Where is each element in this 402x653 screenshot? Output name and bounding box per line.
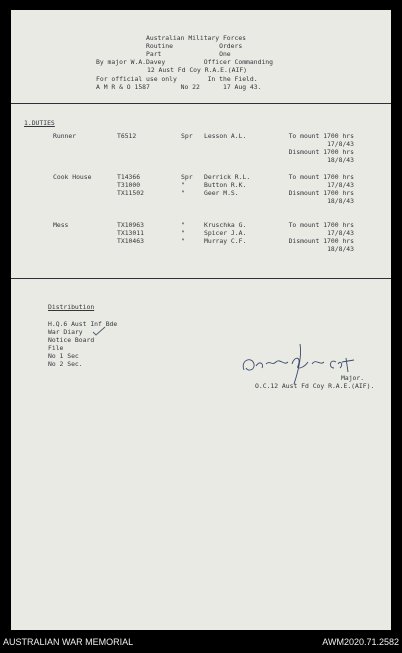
header-line-5: 12 Aust Fd Coy R.A.E.(AIF) <box>147 66 248 74</box>
distribution-title: Distribution <box>48 303 95 311</box>
header-line-1: Australian Military Forces <box>146 34 247 42</box>
service-number: T31000 <box>117 181 141 189</box>
rank: " <box>181 237 185 245</box>
service-number: TX10463 <box>117 237 144 245</box>
distribution-item: H.Q.6 Aust Inf Bde <box>48 320 118 328</box>
mount-time: 18/8/43 <box>327 197 354 205</box>
service-number: TX11502 <box>117 189 144 197</box>
tick-mark-icon <box>91 326 107 336</box>
soldier-name: Kruschka G. <box>204 221 247 229</box>
footer-bar <box>0 634 402 653</box>
soldier-name: Lesson A.L. <box>204 132 247 140</box>
mount-time: 18/8/43 <box>327 156 354 164</box>
document-page <box>11 10 391 630</box>
duty-name: Mess <box>53 221 69 229</box>
mount-time: 17/8/43 <box>327 229 354 237</box>
rank: " <box>181 189 185 197</box>
footer-right: AWM2020.71.2582 <box>322 637 399 647</box>
distribution-item: No 1 Sec <box>48 352 79 360</box>
soldier-name: Murray C.F. <box>204 237 247 245</box>
section-title: 1.DUTIES <box>24 119 55 127</box>
rank: Spr <box>181 132 193 140</box>
signature-unit: O.C.12 Aust Fd Coy R.A.E.(AIF). <box>255 382 375 390</box>
mount-time: 18/8/43 <box>327 245 354 253</box>
service-number: T6512 <box>117 132 137 140</box>
header-line-6: For official use only In the Field. <box>96 75 258 83</box>
mount-time: To mount 1700 hrs <box>288 221 354 229</box>
header-line-2: Routine Orders <box>146 42 243 50</box>
header-line-7: A M R & O 1587 No 22 17 Aug 43. <box>96 83 262 91</box>
bottom-divider <box>11 278 391 279</box>
signature-rank: Major. <box>341 374 365 382</box>
distribution-item: War Diary <box>48 328 83 336</box>
top-divider <box>11 103 391 104</box>
soldier-name: Button R.K. <box>204 181 247 189</box>
mount-time: Dismount 1700 hrs <box>288 148 354 156</box>
soldier-name: Geer M.S. <box>204 189 239 197</box>
service-number: TX13011 <box>117 229 144 237</box>
soldier-name: Derrick R.L. <box>204 173 251 181</box>
footer-left: AUSTRALIAN WAR MEMORIAL <box>3 637 134 647</box>
header-line-3: Part One <box>146 50 231 58</box>
mount-time: Dismount 1700 hrs <box>288 189 354 197</box>
mount-time: To mount 1700 hrs <box>288 173 354 181</box>
mount-time: Dismount 1700 hrs <box>288 237 354 245</box>
mount-time: 17/8/43 <box>327 181 354 189</box>
distribution-item: File <box>48 344 64 352</box>
duty-name: Runner <box>53 132 77 140</box>
mount-time: 17/8/43 <box>327 140 354 148</box>
rank: " <box>181 229 185 237</box>
mount-time: To mount 1700 hrs <box>288 132 354 140</box>
distribution-item: Notice Board <box>48 336 95 344</box>
service-number: TX10963 <box>117 221 144 229</box>
rank: Spr <box>181 173 193 181</box>
soldier-name: Spicer J.A. <box>204 229 247 237</box>
header-line-4: By major W.A.Davey Officer Commanding <box>96 58 273 66</box>
rank: " <box>181 181 185 189</box>
distribution-item: No 2 Sec. <box>48 360 83 368</box>
duty-name: Cook House <box>53 173 92 181</box>
rank: " <box>181 221 185 229</box>
service-number: T14366 <box>117 173 141 181</box>
